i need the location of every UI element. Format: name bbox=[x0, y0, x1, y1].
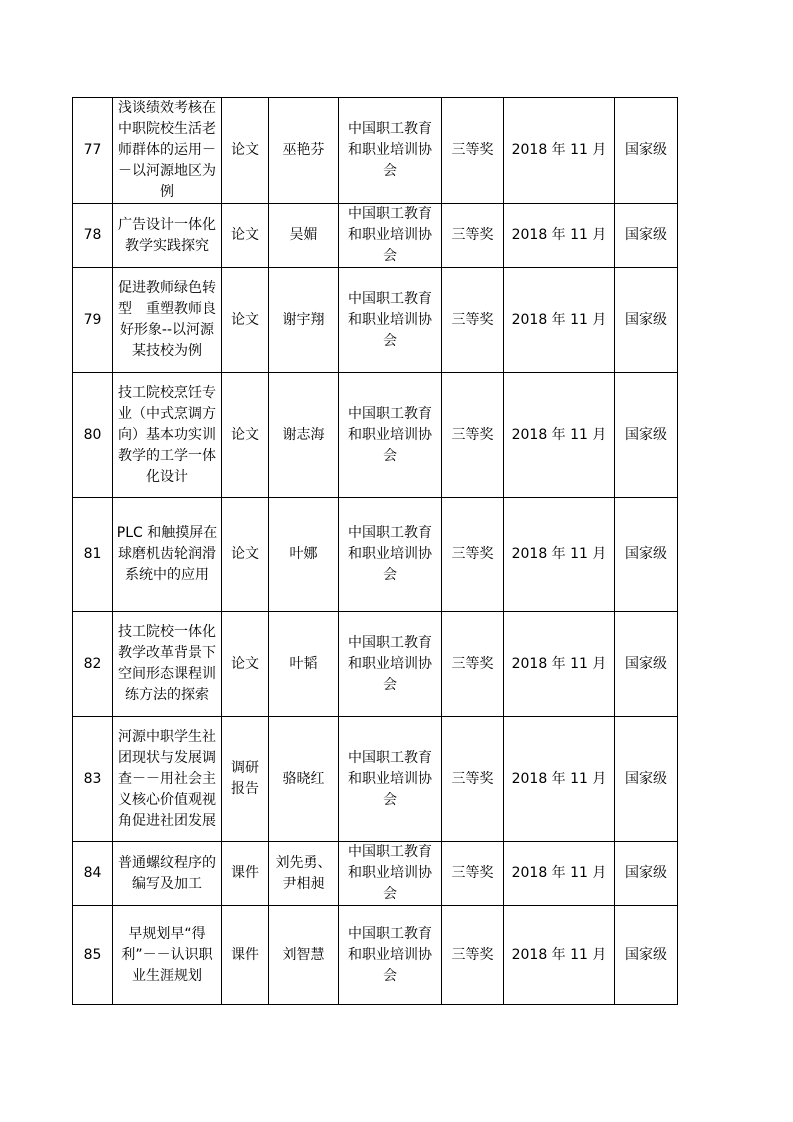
row-number: 85 bbox=[73, 906, 113, 1005]
organizer: 中国职工教育和职业培训协会 bbox=[339, 98, 442, 204]
award-date: 2018 年 11 月 bbox=[504, 612, 615, 717]
author: 叶娜 bbox=[269, 498, 339, 612]
author: 刘智慧 bbox=[269, 906, 339, 1005]
award: 三等奖 bbox=[442, 498, 504, 612]
award: 三等奖 bbox=[442, 717, 504, 842]
row-number: 78 bbox=[73, 204, 113, 268]
row-number: 81 bbox=[73, 498, 113, 612]
organizer: 中国职工教育和职业培训协会 bbox=[339, 612, 442, 717]
organizer: 中国职工教育和职业培训协会 bbox=[339, 204, 442, 268]
award: 三等奖 bbox=[442, 204, 504, 268]
author: 叶韬 bbox=[269, 612, 339, 717]
work-type: 课件 bbox=[222, 842, 269, 906]
table-row bbox=[73, 612, 678, 717]
award-date: 2018 年 11 月 bbox=[504, 906, 615, 1005]
award-level: 国家级 bbox=[615, 204, 678, 268]
award: 三等奖 bbox=[442, 906, 504, 1005]
organizer: 中国职工教育和职业培训协会 bbox=[339, 717, 442, 842]
organizer: 中国职工教育和职业培训协会 bbox=[339, 373, 442, 498]
organizer: 中国职工教育和职业培训协会 bbox=[339, 842, 442, 906]
author: 刘先勇、尹相昶 bbox=[269, 842, 339, 906]
award-level: 国家级 bbox=[615, 373, 678, 498]
work-type: 论文 bbox=[222, 498, 269, 612]
author: 骆晓红 bbox=[269, 717, 339, 842]
award: 三等奖 bbox=[442, 612, 504, 717]
author: 吴媚 bbox=[269, 204, 339, 268]
award: 三等奖 bbox=[442, 842, 504, 906]
work-type: 论文 bbox=[222, 373, 269, 498]
work-title: 普通螺纹程序的编写及加工 bbox=[113, 842, 222, 906]
work-type: 论文 bbox=[222, 98, 269, 204]
table-row bbox=[73, 268, 678, 373]
work-title: 广告设计一体化教学实践探究 bbox=[113, 204, 222, 268]
work-type: 论文 bbox=[222, 612, 269, 717]
award-level: 国家级 bbox=[615, 906, 678, 1005]
organizer: 中国职工教育和职业培训协会 bbox=[339, 268, 442, 373]
organizer: 中国职工教育和职业培训协会 bbox=[339, 906, 442, 1005]
table-row bbox=[73, 373, 678, 498]
work-title: 浅谈绩效考核在中职院校生活老师群体的运用－－以河源地区为例 bbox=[113, 98, 222, 204]
table-row bbox=[73, 204, 678, 268]
row-number: 82 bbox=[73, 612, 113, 717]
row-number: 83 bbox=[73, 717, 113, 842]
award-level: 国家级 bbox=[615, 612, 678, 717]
work-type: 调研报告 bbox=[222, 717, 269, 842]
organizer: 中国职工教育和职业培训协会 bbox=[339, 498, 442, 612]
table-row bbox=[73, 906, 678, 1005]
table-row bbox=[73, 98, 678, 204]
award-date: 2018 年 11 月 bbox=[504, 268, 615, 373]
row-number: 79 bbox=[73, 268, 113, 373]
work-title: 促进教师绿色转型 重塑教师良好形象--以河源某技校为例 bbox=[113, 268, 222, 373]
table-row bbox=[73, 717, 678, 842]
award-date: 2018 年 11 月 bbox=[504, 498, 615, 612]
award-level: 国家级 bbox=[615, 498, 678, 612]
award-date: 2018 年 11 月 bbox=[504, 98, 615, 204]
work-type: 课件 bbox=[222, 906, 269, 1005]
award-level: 国家级 bbox=[615, 98, 678, 204]
author: 谢宇翔 bbox=[269, 268, 339, 373]
author: 巫艳芬 bbox=[269, 98, 339, 204]
award: 三等奖 bbox=[442, 373, 504, 498]
work-title: 技工院校烹饪专业（中式烹调方向）基本功实训教学的工学一体化设计 bbox=[113, 373, 222, 498]
work-type: 论文 bbox=[222, 204, 269, 268]
award-level: 国家级 bbox=[615, 717, 678, 842]
row-number: 84 bbox=[73, 842, 113, 906]
award: 三等奖 bbox=[442, 268, 504, 373]
award-date: 2018 年 11 月 bbox=[504, 204, 615, 268]
author: 谢志海 bbox=[269, 373, 339, 498]
work-type: 论文 bbox=[222, 268, 269, 373]
table-row bbox=[73, 498, 678, 612]
award-date: 2018 年 11 月 bbox=[504, 717, 615, 842]
award-level: 国家级 bbox=[615, 268, 678, 373]
table-row bbox=[73, 842, 678, 906]
award-date: 2018 年 11 月 bbox=[504, 842, 615, 906]
work-title: 技工院校一体化教学改革背景下空间形态课程训练方法的探索 bbox=[113, 612, 222, 717]
award: 三等奖 bbox=[442, 98, 504, 204]
award-level: 国家级 bbox=[615, 842, 678, 906]
award-date: 2018 年 11 月 bbox=[504, 373, 615, 498]
work-title: 早规划早“得利”－－认识职业生涯规划 bbox=[113, 906, 222, 1005]
row-number: 80 bbox=[73, 373, 113, 498]
awards-table bbox=[72, 97, 678, 1005]
row-number: 77 bbox=[73, 98, 113, 204]
work-title: PLC 和触摸屏在球磨机齿轮润滑系统中的应用 bbox=[113, 498, 222, 612]
work-title: 河源中职学生社团现状与发展调查－－用社会主义核心价值观视角促进社团发展 bbox=[113, 717, 222, 842]
